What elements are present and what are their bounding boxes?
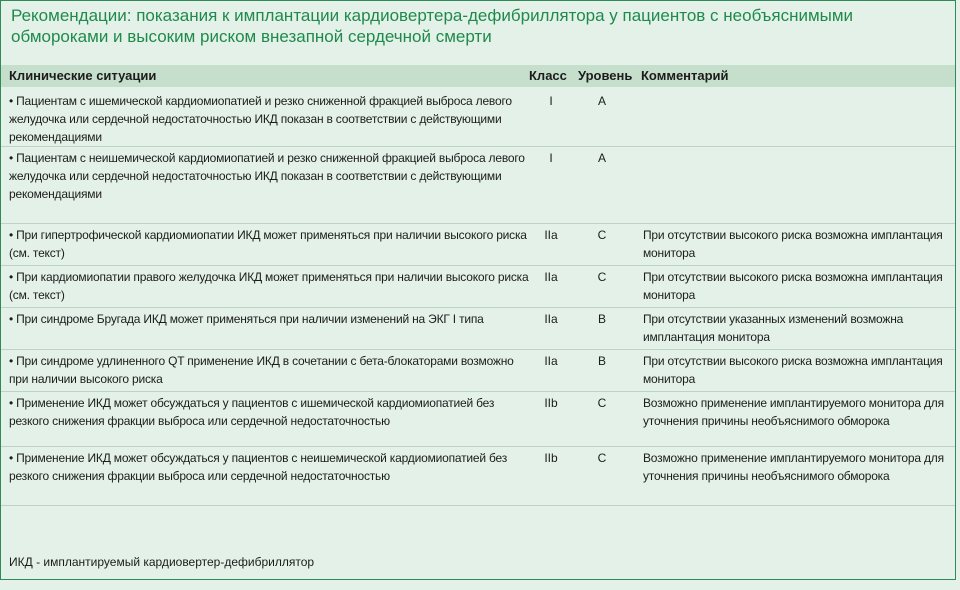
footnote: ИКД - имплантируемый кардиовертер-дефибриллятор [9,555,315,569]
situation-cell: • При кардиомиопатии правого желудочка ИКД может применяться при наличии высокого риска (см. текст) [9,270,529,302]
table-row [1,308,955,350]
table-header [1,65,955,87]
situation-cell: • Пациентам с неишемической кардиомиопатией и резко сниженной фракцией выброса левого желудочка или сердечной недостаточностью ИКД показан в соответствии с действующими рекомендациями [9,151,525,201]
class-cell: IIa [544,354,558,368]
situation-cell: • Применение ИКД может обсуждаться у пациентов с ишемической кардиомиопатией без резкого снижения фракции выброса или сердечной недостаточностью [9,396,495,428]
level-cell: A [597,151,606,165]
table-body [1,90,955,506]
situation-cell: • При синдроме удлиненного QT применение ИКД в сочетании с бета-блокаторами возможно при наличии высокого риска [9,354,514,386]
table-title: Рекомендации: показания к имплантации кардиовертера-дефибриллятора у пациентов с необъяснимыми обмороками и высоким риском внезапной сердечной смерти [11,6,854,46]
table-row [1,447,955,506]
situation-cell: • Применение ИКД может обсуждаться у пациентов с неишемической кардиомиопатией без резкого снижения фракции выброса или сердечной недостаточностью [9,451,508,483]
class-cell: IIb [544,396,558,410]
table-row [1,350,955,392]
table-row [1,392,955,447]
level-cell: A [597,94,606,108]
table-row [1,224,955,266]
class-cell: I [549,151,553,165]
level-cell: C [597,396,607,410]
class-cell: IIa [544,312,558,326]
level-cell: B [597,354,606,368]
comment-cell: При отсутствии высокого риска возможна имплантация монитора [643,354,943,386]
comment-cell: При отсутствии высокого риска возможна имплантация монитора [643,228,943,260]
column-header-situation: Клинические ситуации [9,68,157,83]
level-cell: C [597,270,607,284]
situation-cell: • При синдроме Бругада ИКД может применяться при наличии изменений на ЭКГ I типа [9,312,484,326]
level-cell: B [597,312,606,326]
comment-cell: При отсутствии указанных изменений возможна имплантация монитора [643,312,904,344]
column-header-level: Уровень [578,68,633,83]
level-cell: C [597,451,607,465]
situation-cell: • При гипертрофической кардиомиопатии ИКД может применяться при наличии высокого риска (см. текст) [9,228,527,260]
comment-cell: Возможно применение имплантируемого монитора для уточнения причины необъяснимого обморока [643,396,944,428]
situation-cell: • Пациентам с ишемической кардиомиопатией и резко сниженной фракцией выброса левого желудочка или сердечной недостаточностью ИКД показан в соответствии с действующими рекомендациями [9,94,512,144]
class-cell: I [549,94,553,108]
column-header-class: Класс [529,68,567,83]
table-row [1,90,955,147]
table-row [1,147,955,224]
class-cell: IIa [544,270,558,284]
class-cell: IIa [544,228,558,242]
table-row [1,266,955,308]
level-cell: C [597,228,607,242]
comment-cell: Возможно применение имплантируемого монитора для уточнения причины необъяснимого обморока [643,451,944,483]
comment-cell: При отсутствии высокого риска возможна имплантация монитора [643,270,943,302]
class-cell: IIb [544,451,558,465]
column-header-comment: Комментарий [641,68,729,83]
